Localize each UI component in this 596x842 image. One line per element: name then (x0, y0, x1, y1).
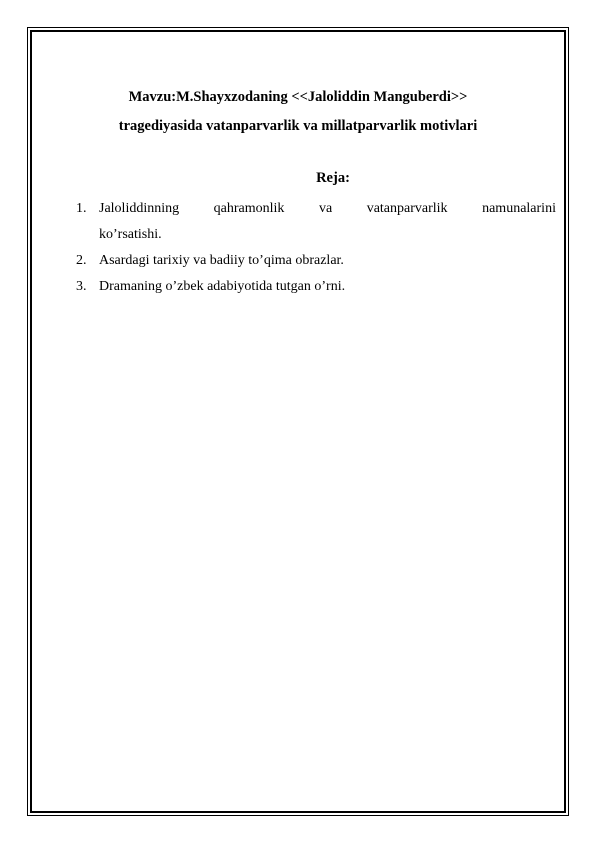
plan-item-text: Asardagi tarixiy va badiiy to’qima obrazlar. (99, 253, 344, 268)
plan-item-number: 3. (76, 279, 87, 294)
plan-item-word: namunalarini (482, 201, 556, 216)
plan-item-3 (76, 274, 556, 300)
plan-item-word: qahramonlik (213, 201, 285, 216)
plan-item-word: va (318, 201, 333, 216)
plan-list (76, 196, 556, 300)
plan-item-word: vatanparvarlik (366, 201, 448, 216)
plan-item-1-line-2: ko’rsatishi. (99, 227, 162, 242)
plan-item-1-line-1 (99, 196, 556, 222)
document-title-line-1: Mavzu:M.Shayxzodaning <<Jaloliddin Manguberdi>> (128, 89, 468, 105)
plan-item-1 (76, 196, 556, 248)
plan-item-text: Dramaning o’zbek adabiyotida tutgan o’rni. (99, 279, 346, 294)
plan-heading: Reja: (316, 170, 350, 186)
plan-item-number: 2. (76, 253, 87, 268)
plan-item-number: 1. (76, 201, 87, 216)
page-border-inner (31, 31, 565, 812)
plan-item-2 (76, 248, 556, 274)
plan-item-word: Jaloliddinning (99, 201, 180, 216)
document-title-line-2: tragediyasida vatanparvarlik va millatparvarlik motivlari (118, 118, 478, 134)
